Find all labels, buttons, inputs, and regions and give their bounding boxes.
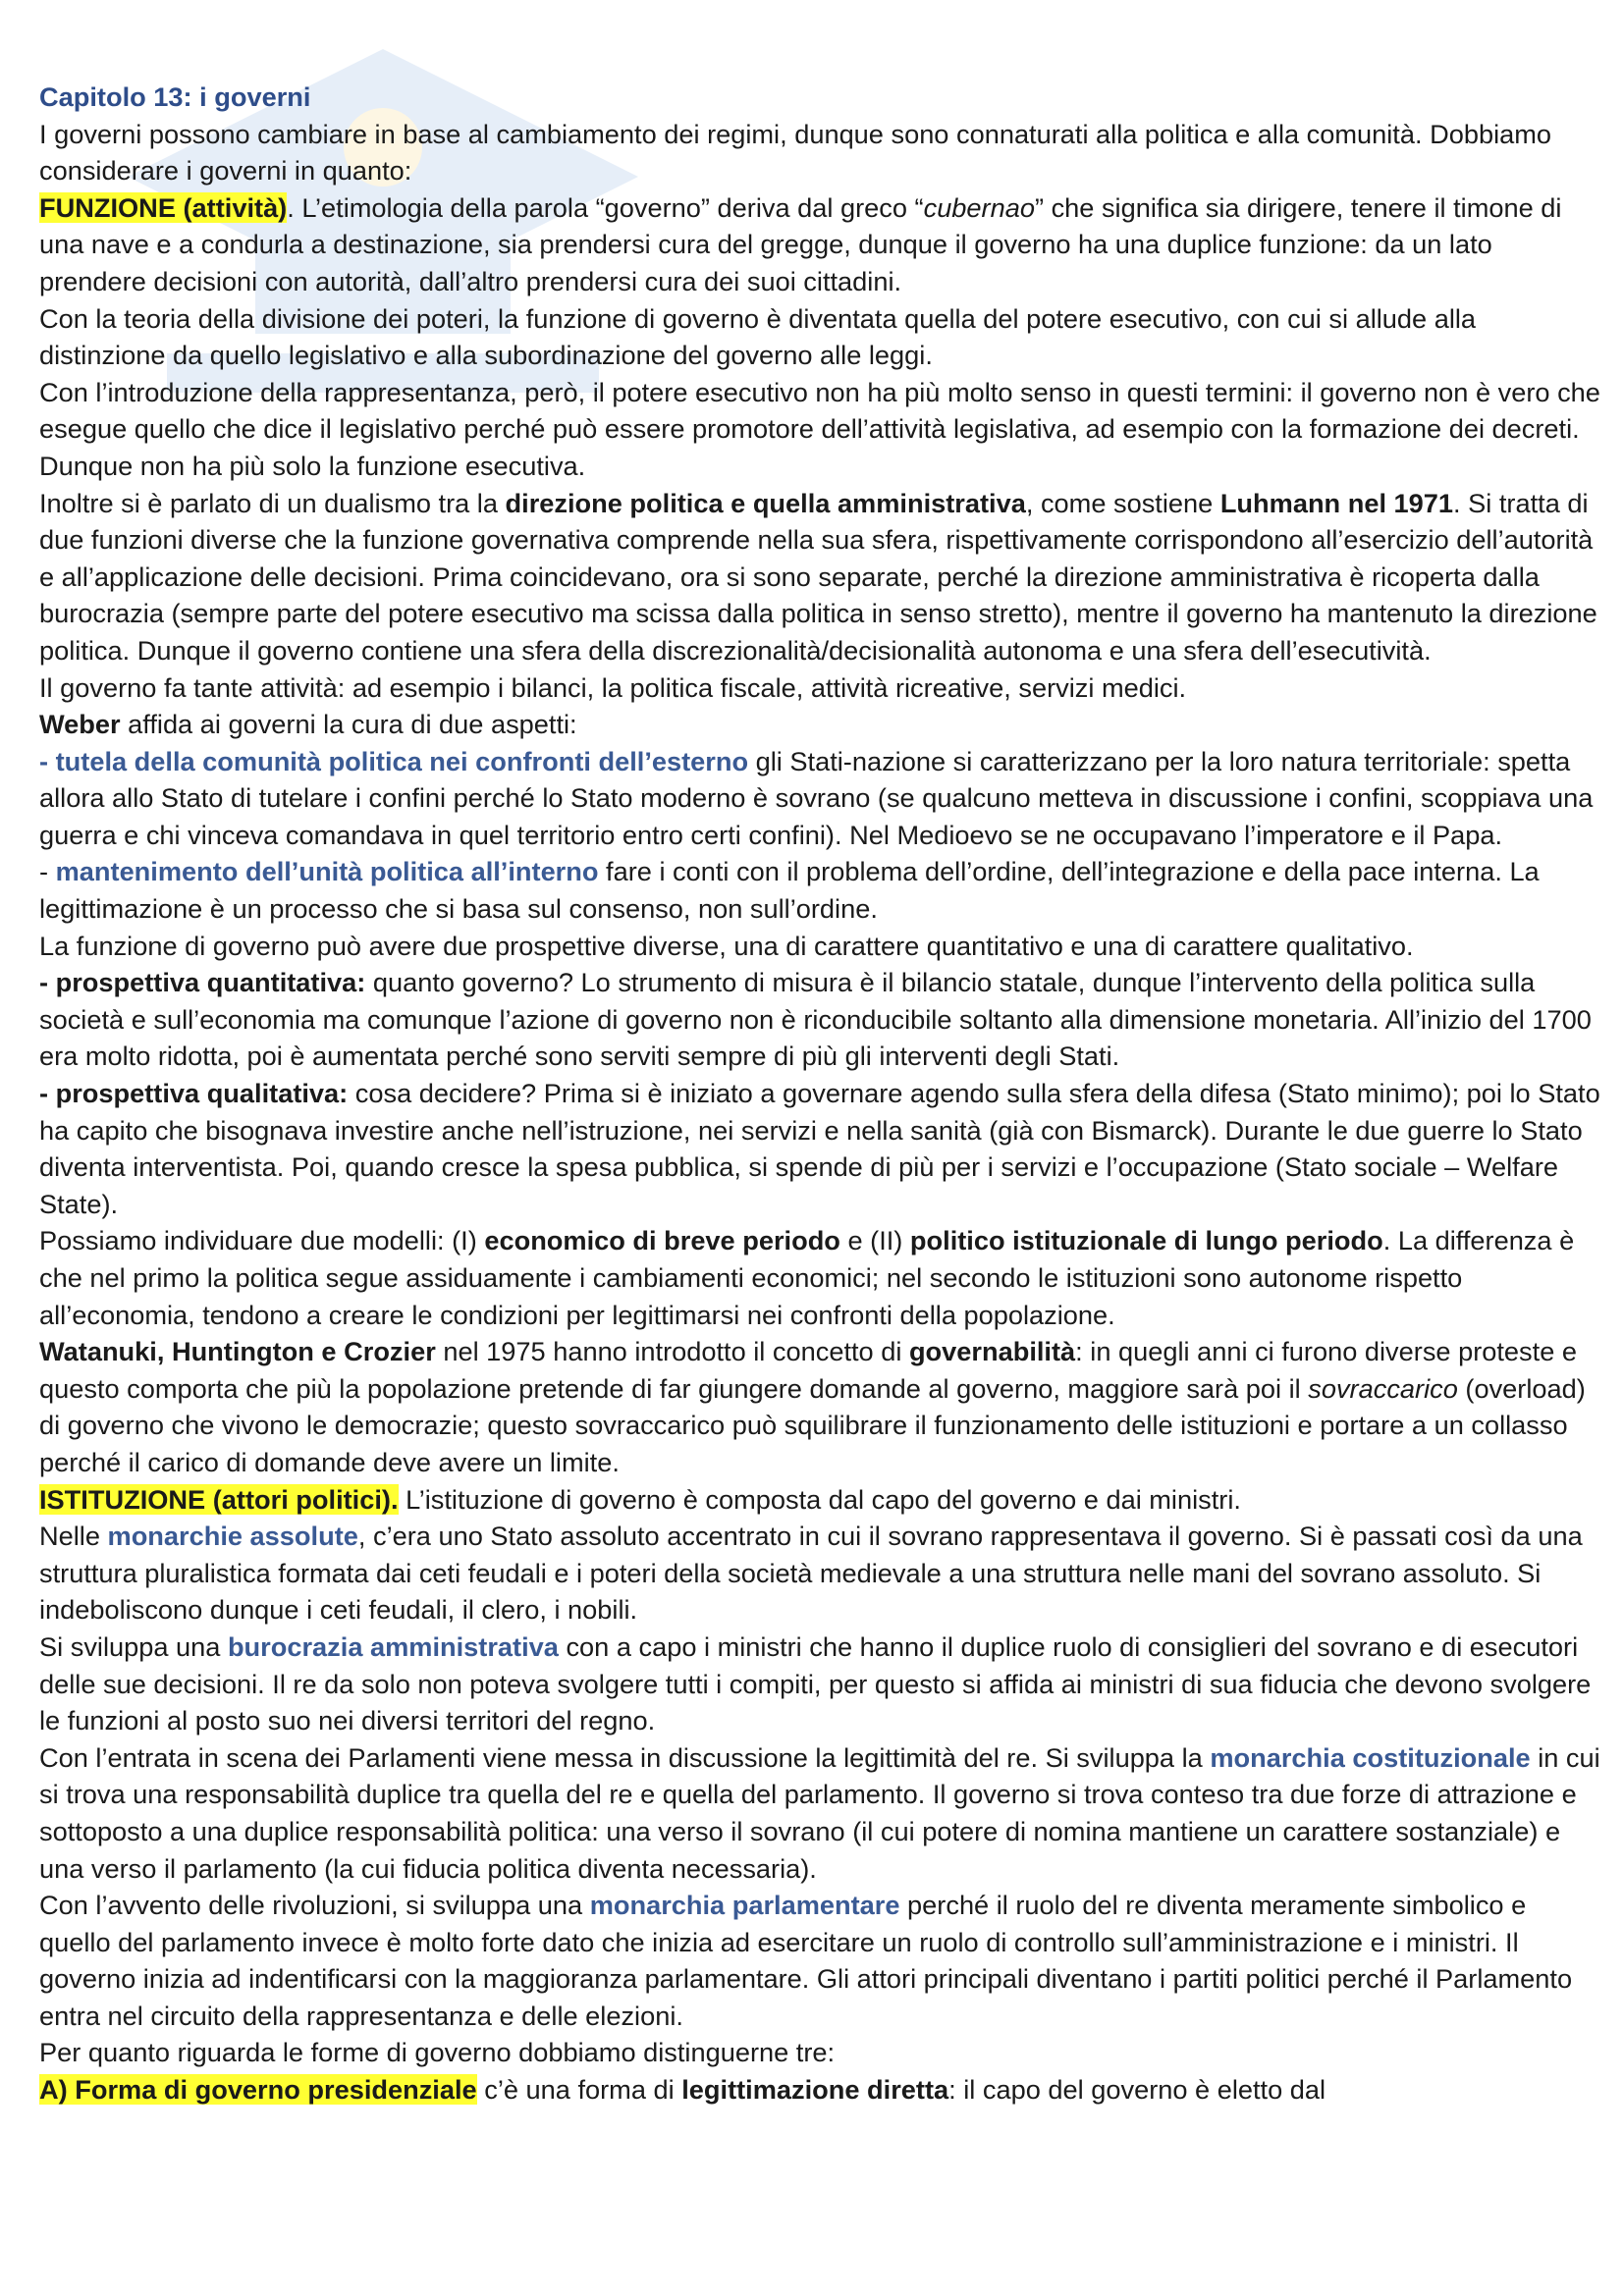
costituzionale-text-1: Con l’entrata in scena dei Parlamenti viene messa in discussione la legittimità del re. Si sviluppa la (39, 1741, 1211, 1773)
presidenziale-text-2: : il capo del governo è eletto dal (948, 2074, 1326, 2106)
dualismo-bold-1: direzione politica e quella amministrativa (505, 487, 1026, 518)
luhmann-reference: Luhmann nel 1971 (1219, 487, 1454, 518)
mantenimento-label: mantenimento dell’unità politica all’interno (55, 856, 599, 887)
paragraph-divisione-poteri: Con la teoria della divisione dei poteri, la funzione di governo è diventata quella del potere esecutivo, con cui si allude alla distinzione da quello legislativo e alla subordinazione del governo alle leggi. (39, 302, 1477, 371)
burocrazia-term: burocrazia amministrativa (227, 1630, 559, 1662)
qualitativa-label: - prospettiva qualitativa: (39, 1078, 349, 1109)
paragraph-monarchie-assolute (39, 1518, 1600, 1629)
tutela-dash: - (39, 745, 56, 776)
modelli-text-3: . La differenza è che nel primo la politica segue assiduamente i cambiamenti economici; nel secondo le istituzioni sono autonome rispetto all’economia, tendono a creare le condizioni per legittimarsi nei confronti della popolazione. (39, 1225, 1575, 1330)
paragraph-burocrazia (39, 1629, 1600, 1739)
assolute-text-1: Nelle (39, 1521, 108, 1552)
burocrazia-text-2: con a capo i ministri che hanno il duplice ruolo di consiglieri del sovrano e di esecutori delle sue decisioni. Il re da solo non poteva svolgere tutti i compiti, per questo si affida ai ministri di sua fiducia che devono svolgere le funzioni al posto suo nei diversi territori del regno. (39, 1630, 1592, 1736)
chapter-title: Capitolo 13: i governi (39, 81, 311, 112)
paragraph-qualitativa (39, 1075, 1600, 1222)
governabilita-text-3: (overload) di governo che vivono le democrazie; questo sovraccarico può squilibrare il funzionamento delle istituzioni e portare a un collasso perché il carico di domande deve avere un limite. (39, 1372, 1586, 1477)
paragraph-forme-governo: Per quanto riguarda le forme di governo dobbiamo distinguerne tre: (39, 2037, 836, 2068)
modelli-text-1: Possiamo individuare due modelli: (I) (39, 1225, 485, 1256)
paragraph-presidenziale (39, 2071, 1600, 2109)
paragraph-intro: I governi possono cambiare in base al cambiamento dei regimi, dunque sono connaturati alla politica e alla comunità. Dobbiamo considerare i governi in quanto: (39, 118, 1552, 187)
legittimazione-diretta-term: legittimazione diretta (681, 2074, 949, 2106)
dualismo-text-1: Inoltre si è parlato di un dualismo tra la (39, 487, 506, 518)
istituzione-highlight (39, 1484, 399, 1515)
funzione-highlight (39, 192, 287, 223)
monarchia-costituzionale-term: monarchia costituzionale (1210, 1741, 1531, 1773)
quantitativa-text: quanto governo? Lo strumento di misura è il bilancio statale, dunque l’intervento della politica sulla società e sull’economia ma comunque l’azione di governo non è riconducibile soltanto alla dimensione monetaria. All’inizio del 1700 era molto ridotta, poi è aumentata perché sono serviti sempre di più gli interventi degli Stati. (39, 967, 1592, 1072)
modelli-bold-2: politico istituzionale di lungo periodo (909, 1225, 1383, 1256)
paragraph-prospettive: La funzione di governo può avere due prospettive diverse, una di carattere quantitativo e una di carattere qualitativo. (39, 930, 1414, 961)
assolute-text-2: , c’era uno Stato assoluto accentrato in cui il sovrano rappresentava il governo. Si è passati così da una struttura pluralistica formata dai ceti feudali e i poteri della società medievale a una struttura nelle mani del sovrano assoluto. Si indeboliscono dunque i ceti feudali, il clero, i nobili. (39, 1521, 1583, 1626)
weber-name: Weber (39, 709, 121, 740)
cubernao-word: cubernao (923, 191, 1035, 223)
funzione-text-1: . L’etimologia della parola “governo” deriva dal greco “ (287, 191, 924, 223)
paragraph-governabilita (39, 1333, 1600, 1480)
governabilita-concept: governabilità (908, 1336, 1076, 1367)
qualitativa-text: cosa decidere? Prima si è iniziato a governare agendo sulla sfera della difesa (Stato minimo); poi lo Stato ha capito che bisognava investire anche nell’istruzione, nei servizi e nella sanità (già con Bismarck). Durante le due guerre lo Stato diventa interventista. Poi, quando cresce la spesa pubblica, si spende di più per i servizi e l’occupazione (Stato sociale – Welfare State). (39, 1078, 1600, 1219)
mantenimento-dash: - (39, 856, 56, 887)
monarchia-parlamentare-term: monarchia parlamentare (589, 1890, 900, 1921)
paragraph-modelli (39, 1222, 1600, 1333)
monarchie-assolute-term: monarchie assolute (107, 1521, 358, 1552)
paragraph-weber (39, 706, 1600, 743)
costituzionale-text-2: in cui si trova una responsabilità duplice tra quella del re e quella del parlamento. Il governo si trova conteso tra due forze di attrazione e sottoposto a una duplice responsabilità politica: una verso il sovrano (il cui potere di nomina mantiene un carattere sostanziale) e una verso il parlamento (la cui fiducia politica diventa necessaria). (39, 1741, 1600, 1884)
tutela-text: gli Stati-nazione si caratterizzano per la loro natura territoriale: spetta allora allo Stato di tutelare i confini perché lo Stato moderno è sovrano (se qualcuno metteva in discussione i confini, scoppiava una guerra e chi vinceva comandava in quel territorio entro certi confini). Nel Medioevo se ne occupavano l’imperatore e il Papa. (39, 745, 1594, 850)
paragraph-quantitativa (39, 964, 1600, 1075)
paragraph-costituzionale (39, 1739, 1600, 1887)
parlamentare-text-1: Con l’avvento delle rivoluzioni, si sviluppa una (39, 1890, 590, 1921)
modelli-bold-1: economico di breve periodo (484, 1225, 840, 1256)
presidenziale-text-1: c’è una forma di (484, 2074, 682, 2106)
presidenziale-label: A) Forma di governo presidenziale (39, 2074, 477, 2106)
paragraph-parlamentare (39, 1887, 1600, 2034)
weber-text: affida ai governi la cura di due aspetti: (120, 709, 577, 740)
paragraph-istituzione (39, 1481, 1600, 1519)
dualismo-text-3: . Si tratta di due funzioni diverse che la funzione governativa comprende nella sua sfera, rispettivamente corrispondono all’esercizio dell’autorità e all’applicazione delle decisioni. Prima coincidevano, ora si sono separate, perché la direzione amministrativa è ricoperta dalla burocrazia (sempre parte del potere esecutivo ma scissa dalla politica in senso stretto), mentre il governo ha mantenuto la direzione politica. Dunque il governo contiene una sfera della discrezionalità/decisionalità autonoma e una sfera dell’esecutività. (39, 487, 1597, 666)
tutela-label: tutela della comunità politica nei confronti dell’esterno (55, 745, 749, 776)
sovraccarico-word: sovraccarico (1308, 1372, 1458, 1404)
paragraph-funzione (39, 189, 1600, 300)
modelli-text-2: e (II) (839, 1225, 910, 1256)
governabilita-text-2: : in quegli anni ci furono diverse proteste e questo comporta che più la popolazione pretende di far giungere domande al governo, maggiore sarà poi il (39, 1336, 1577, 1404)
governabilita-authors: Watanuki, Huntington e Crozier (39, 1336, 436, 1367)
dualismo-text-2: , come sostiene (1025, 487, 1220, 518)
paragraph-mantenimento (39, 853, 1600, 927)
paragraph-dualismo (39, 485, 1600, 669)
funzione-label: FUNZIONE (attività) (39, 191, 288, 223)
paragraph-tutela (39, 743, 1600, 854)
istituzione-text: L’istituzione di governo è composta dal capo del governo e dai ministri. (398, 1483, 1241, 1515)
parlamentare-text-2: perché il ruolo del re diventa meramente simbolico e quello del parlamento invece è molto forte dato che inizia ad esercitare un ruolo di controllo sull’amministrazione e i ministri. Il governo inizia ad indentificarsi con la maggioranza parlamentare. Gli attori principali diventano i partiti politici perché il Parlamento entra nel circuito della rappresentanza e delle elezioni. (39, 1890, 1573, 2031)
burocrazia-text-1: Si sviluppa una (39, 1630, 228, 1662)
mantenimento-text: fare i conti con il problema dell’ordine, dell’integrazione e della pace interna. La legittimazione è un processo che si basa sul consenso, non sull’ordine. (39, 856, 1540, 925)
quantitativa-label: - prospettiva quantitativa: (39, 967, 366, 998)
paragraph-rappresentanza: Con l’introduzione della rappresentanza, però, il potere esecutivo non ha più molto senso in questi termini: il governo non è vero che esegue quello che dice il legislativo perché può essere promotore dell’attività legislativa, ad esempio con la formazione dei decreti. Dunque non ha più solo la funzione esecutiva. (39, 376, 1600, 481)
document-page (39, 79, 1600, 2109)
istituzione-label: ISTITUZIONE (attori politici). (39, 1483, 399, 1515)
funzione-text-2: ” che significa sia dirigere, tenere il timone di una nave e a condurla a destinazione, sia prendersi cura del gregge, dunque il governo ha una duplice funzione: da un lato prendere decisioni con autorità, dall’altro prendersi cura dei suoi cittadini. (39, 191, 1562, 296)
paragraph-attivita: Il governo fa tante attività: ad esempio i bilanci, la politica fiscale, attività ricreative, servizi medici. (39, 671, 1187, 703)
governabilita-text-1: nel 1975 hanno introdotto il concetto di (435, 1336, 909, 1367)
